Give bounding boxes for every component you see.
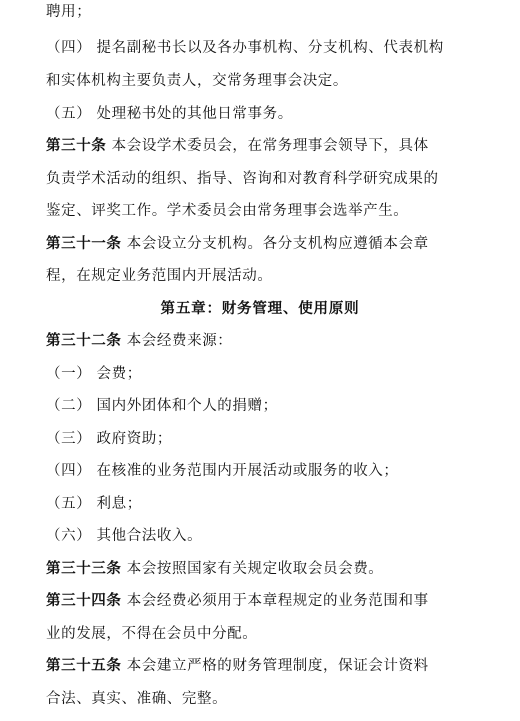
article-31-line: 第三十一条 本会设立分支机构。各分支机构应遵循本会章 [46, 236, 429, 252]
article-label: 第三十二条 [46, 333, 122, 349]
list-item: （三） 政府资助； [46, 431, 173, 447]
list-item: （一） 会费； [46, 366, 142, 382]
article-33-line: 第三十三条 本会按照国家有关规定收取会员会费。 [46, 561, 384, 577]
chapter-heading: 第五章：财务管理、使用原则 [160, 301, 360, 317]
article-label: 第三十一条 [46, 236, 122, 252]
text-line: 负责学术活动的组织、指导、咨询和对教育科学研究成果的 [46, 171, 439, 187]
text-line: （五） 处理秘书处的其他日常事务。 [46, 106, 293, 122]
article-label: 第三十四条 [46, 593, 122, 609]
text-line: 鉴定、评奖工作。学术委员会由常务理事会选举产生。 [46, 203, 409, 219]
article-35-line: 第三十五条 本会建立严格的财务管理制度，保证会计资料 [46, 658, 429, 674]
article-30-line: 第三十条 本会设学术委员会，在常务理事会领导下，具体 [46, 138, 429, 154]
list-item: （四） 在核准的业务范围内开展活动或服务的收入； [46, 463, 399, 479]
article-34-line: 第三十四条 本会经费必须用于本章程规定的业务范围和事 [46, 593, 429, 609]
text-line: 聘用； [46, 4, 92, 20]
article-label: 第三十三条 [46, 561, 122, 577]
text-line: 和实体机构主要负责人，交常务理事会决定。 [46, 73, 348, 89]
list-item: （二） 国内外团体和个人的捐赠； [46, 398, 278, 414]
article-label: 第三十条 [46, 138, 107, 154]
list-item: （五） 利息； [46, 496, 142, 512]
article-label: 第三十五条 [46, 658, 122, 674]
text-line: 合法、真实、准确、完整。 [46, 691, 228, 707]
text-line: （四） 提名副秘书长以及各办事机构、分支机构、代表机构 [46, 40, 444, 56]
article-32-line: 第三十二条 本会经费来源： [46, 333, 233, 349]
text-line: 业的发展，不得在会员中分配。 [46, 626, 258, 642]
text-line: 程，在规定业务范围内开展活动。 [46, 268, 273, 284]
list-item: （六） 其他合法收入。 [46, 528, 203, 544]
